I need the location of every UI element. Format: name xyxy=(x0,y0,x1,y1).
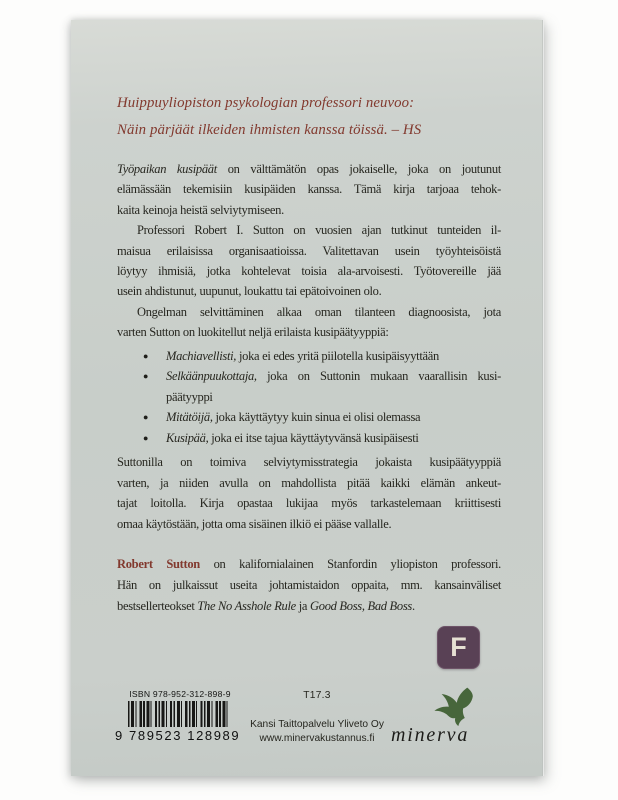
text-segment: maisua erilaisissa organisaatioissa. Valitettavan usein työyhteisöistä xyxy=(117,243,501,258)
isbn-label: ISBN 978-952-312-898-9 xyxy=(129,689,231,699)
text-segment: bestsellerteokset xyxy=(117,599,198,613)
text-line xyxy=(117,514,501,535)
text-segment: Selkäänpuukottaja, xyxy=(166,369,257,384)
bullet-dot-icon: ● xyxy=(143,432,149,443)
closing-paragraph xyxy=(117,452,501,534)
text-line xyxy=(117,200,501,220)
text-segment: . xyxy=(411,599,415,613)
barcode-block xyxy=(115,689,241,743)
author-bio-paragraph xyxy=(117,554,501,617)
text-line xyxy=(117,493,501,514)
quote-line: Huippuyliopiston psykologian professori neuvoo: xyxy=(117,95,415,111)
text-segment: joka ei itse tajua käyttäytyvänsä kusipäisesti xyxy=(208,430,419,445)
publisher-website: www.minervakustannus.fi xyxy=(259,732,375,744)
text-line xyxy=(117,596,501,617)
asshole-types-bullet-list xyxy=(117,346,501,448)
text-segment: omaa käytöstään, jotta oma sisäinen ilkiö ei pääse vallalle. xyxy=(117,516,392,531)
text-line xyxy=(166,387,501,407)
review-quote xyxy=(117,90,501,144)
text-line xyxy=(117,281,501,301)
text-line xyxy=(166,407,501,427)
text-segment: Good Boss, Bad Boss xyxy=(310,599,412,613)
text-segment: Suttonilla on toimiva selviytymisstrategia jokaista kusipäätyyppiä xyxy=(117,455,501,469)
bullet-item xyxy=(117,407,501,427)
text-segment: tajat loitolla. Kirja opastaa lukijaa myös tarkastelemaan kriittisesti xyxy=(117,496,501,511)
print-code: T17.3 xyxy=(303,690,331,701)
text-line xyxy=(117,575,501,596)
bullet-item xyxy=(117,346,501,366)
age-rating-letter: F xyxy=(450,632,467,662)
text-line xyxy=(117,554,501,575)
text-segment: Kusipää, xyxy=(166,430,209,445)
text-line xyxy=(117,302,501,322)
print-info-block xyxy=(239,690,395,745)
bullet-item xyxy=(117,428,501,448)
text-segment: Machiavellisti, xyxy=(166,349,237,363)
text-segment: Työpaikan kusipäät xyxy=(117,162,217,176)
book-back-cover xyxy=(71,20,543,776)
cover-credit: Kansi Taittopalvelu Yliveto Oy xyxy=(250,719,384,730)
bullet-item xyxy=(117,366,501,407)
bullet-dot-icon: ● xyxy=(143,371,149,382)
text-segment: kaita keinoja heistä selviytymiseen. xyxy=(117,202,284,217)
barcode-bars xyxy=(128,701,228,727)
owl-bird-icon xyxy=(431,686,481,726)
text-segment: löytyy ihmisiä, jotka kohtelevat toisia ala-arvoisesti. Työtovereille jää xyxy=(117,264,501,279)
text-segment: Ongelman selvittäminen alkaa oman tilanteen diagnoosista, jota xyxy=(137,304,501,319)
text-segment: ja xyxy=(295,599,311,613)
quote-line: Näin pärjäät ilkeiden ihmisten kanssa töissä. – HS xyxy=(117,122,422,138)
publisher-name: minerva xyxy=(391,724,470,746)
blurb-paragraphs xyxy=(117,159,501,343)
text-segment: on kalifornialainen Stanfordin yliopiston professori. xyxy=(199,557,501,571)
text-segment: varten Sutton on luokitellut neljä erilaista kusipäätyyppiä: xyxy=(117,325,389,340)
text-segment: Mitätöijä, xyxy=(166,410,213,425)
text-segment: Professori Robert I. Sutton on vuosien ajan tutkinut tunteiden il- xyxy=(137,223,501,238)
text-line xyxy=(117,322,501,342)
text-line xyxy=(117,452,501,473)
text-segment: The No Asshole Rule xyxy=(197,599,296,613)
text-line xyxy=(166,366,501,386)
text-segment: Robert Sutton xyxy=(117,557,200,571)
bullet-dot-icon: ● xyxy=(143,412,149,423)
age-rating-badge xyxy=(437,626,480,669)
text-segment: Hän on julkaissut useita johtamistaidon oppaita, mm. kansainväliset xyxy=(117,578,501,592)
text-segment: joka on Suttonin mukaan vaarallisin kusi- xyxy=(256,369,501,384)
text-line xyxy=(166,428,501,448)
text-line xyxy=(117,261,501,281)
text-line xyxy=(166,346,501,366)
text-segment: päätyyppi xyxy=(166,389,213,404)
text-segment: joka ei edes yritä piilotella kusipäisyyttään xyxy=(236,349,439,363)
text-line xyxy=(117,159,501,179)
text-line xyxy=(117,473,501,494)
text-line xyxy=(117,220,501,240)
bullet-dot-icon: ● xyxy=(143,351,149,361)
text-segment: elämässään tekemisiin kusipäiden kanssa. Tämä kirja tarjoaa tehok- xyxy=(117,182,501,197)
text-segment: joka käyttäytyy kuin sinua ei olisi olemassa xyxy=(212,410,421,425)
text-line xyxy=(117,241,501,261)
text-segment: varten, ja niiden avulla on mahdollista pitää kaikki elämän ankeut- xyxy=(117,475,501,490)
text-segment: on välttämätön opas jokaiselle, joka on joutunut xyxy=(216,162,501,176)
text-line xyxy=(117,179,501,199)
barcode-digits: 9 789523 128989 xyxy=(115,728,241,743)
text-segment: usein ahdistunut, uupunut, loukattu tai epätoivoinen olo. xyxy=(117,284,382,299)
